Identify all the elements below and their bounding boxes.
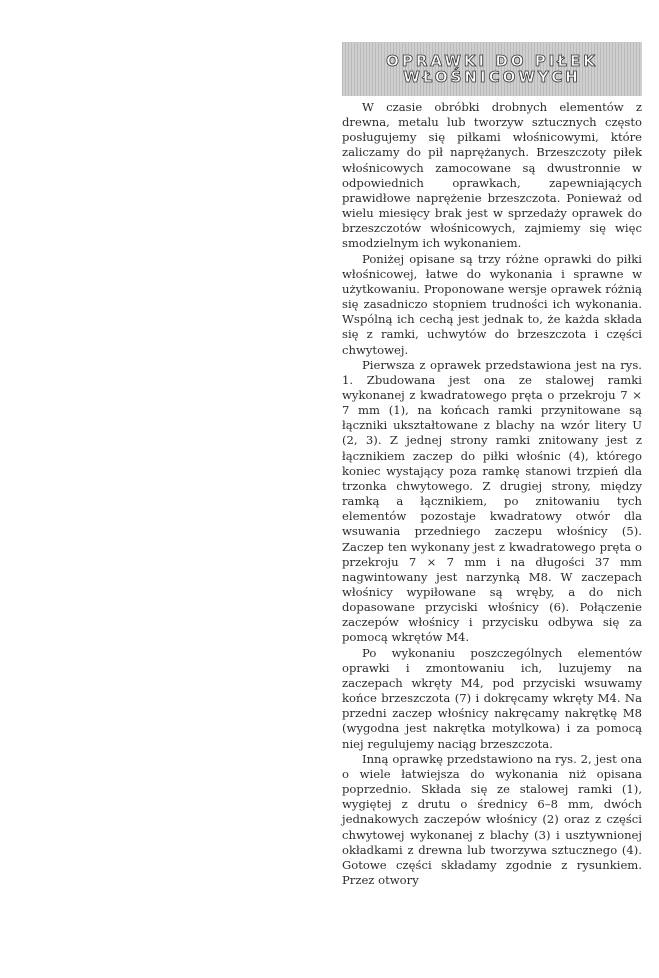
article-paragraph-4: Po wykonaniu poszczególnych elementów oprawki i zmontowaniu ich, luzujemy na zaczepach wkręty M4, pod przyciski wsuwamy końce brzeszczota (7) i dokręcamy wkręty M4. Na przedni zaczep włośnicy nakręcamy nakrętkę M8 (wygodna jest nakrętka motylkowa) i za pomocą niej regulujemy naciąg brzeszczota.	[342, 645, 642, 751]
article-paragraph-1: W czasie obróbki drobnych elementów z drewna, metalu lub tworzyw sztucznych często posługujemy się piłkami włośnicowymi, które zaliczamy do pił naprężanych. Brzeszczoty piłek włośnicowych zamocowane są dwustronnie w odpowiednich oprawkach, zapewniających prawidłowe naprężenie brzeszczota. Ponieważ od wielu miesięcy brak jest w sprzedaży oprawek do brzeszczotów włośnicowych, zajmiemy się więc smodzielnym ich wykonaniem.	[342, 100, 642, 251]
article-title-line-2: WŁOŚNICOWYCH	[403, 68, 581, 86]
article-body	[342, 100, 642, 888]
article-paragraph-2: Poniżej opisane są trzy różne oprawki do piłki włośnicowej, łatwe do wykonania i sprawne w użytkowaniu. Proponowane wersje oprawek różnią się zasadniczo stopniem trudności ich wykonania. Wspólną ich cechą jest jednak to, że każda składa się z ramki, uchwytów do brzeszczota i części chwytowej.	[342, 251, 642, 357]
article-paragraph-5: Inną oprawkę przedstawiono na rys. 2, jest ona o wiele łatwiejsza do wykonania niż opisana poprzednio. Składa się ze stalowej ramki (1), wygiętej z drutu o średnicy 6–8 mm, dwóch jednakowych zaczepów włośnicy (2) oraz z części chwytowej wykonanej z blachy (3) i usztywnionej okładkami z drewna lub tworzywa sztucznego (4). Gotowe części składamy zgodnie z rysunkiem. Przez otwory	[342, 751, 642, 887]
article-paragraph-3: Pierwsza z oprawek przedstawiona jest na rys. 1. Zbudowana jest ona ze stalowej ramki wykonanej z kwadratowego pręta o przekroju 7 × 7 mm (1), na końcach ramki przynitowane są łączniki ukształtowane z blachy na wzór litery U (2, 3). Z jednej strony ramki znitowany jest z łącznikiem zaczep do piłki włośnic (4), którego koniec wystający poza ramkę stanowi trzpień dla trzonka chwytowego. Z drugiej strony, między ramką a łącznikiem, po znitowaniu tych elementów pozostaje kwadratowy otwór dla wsuwania przedniego zaczepu włośnicy (5). Zaczep ten wykonany jest z kwadratowego pręta o przekroju 7 × 7 mm i na długości 37 mm nagwintowany jest narzynką M8. W zaczepach włośnicy wypiłowane są wręby, a do nich dopasowane przyciski włośnicy (6). Połączenie zaczepów włośnicy i przycisku odbywa się za pomocą wkrętów M4.	[342, 357, 642, 645]
article-title-line-1: OPRAWKI DO PIŁEK	[386, 52, 598, 70]
article-title-box	[342, 42, 642, 96]
